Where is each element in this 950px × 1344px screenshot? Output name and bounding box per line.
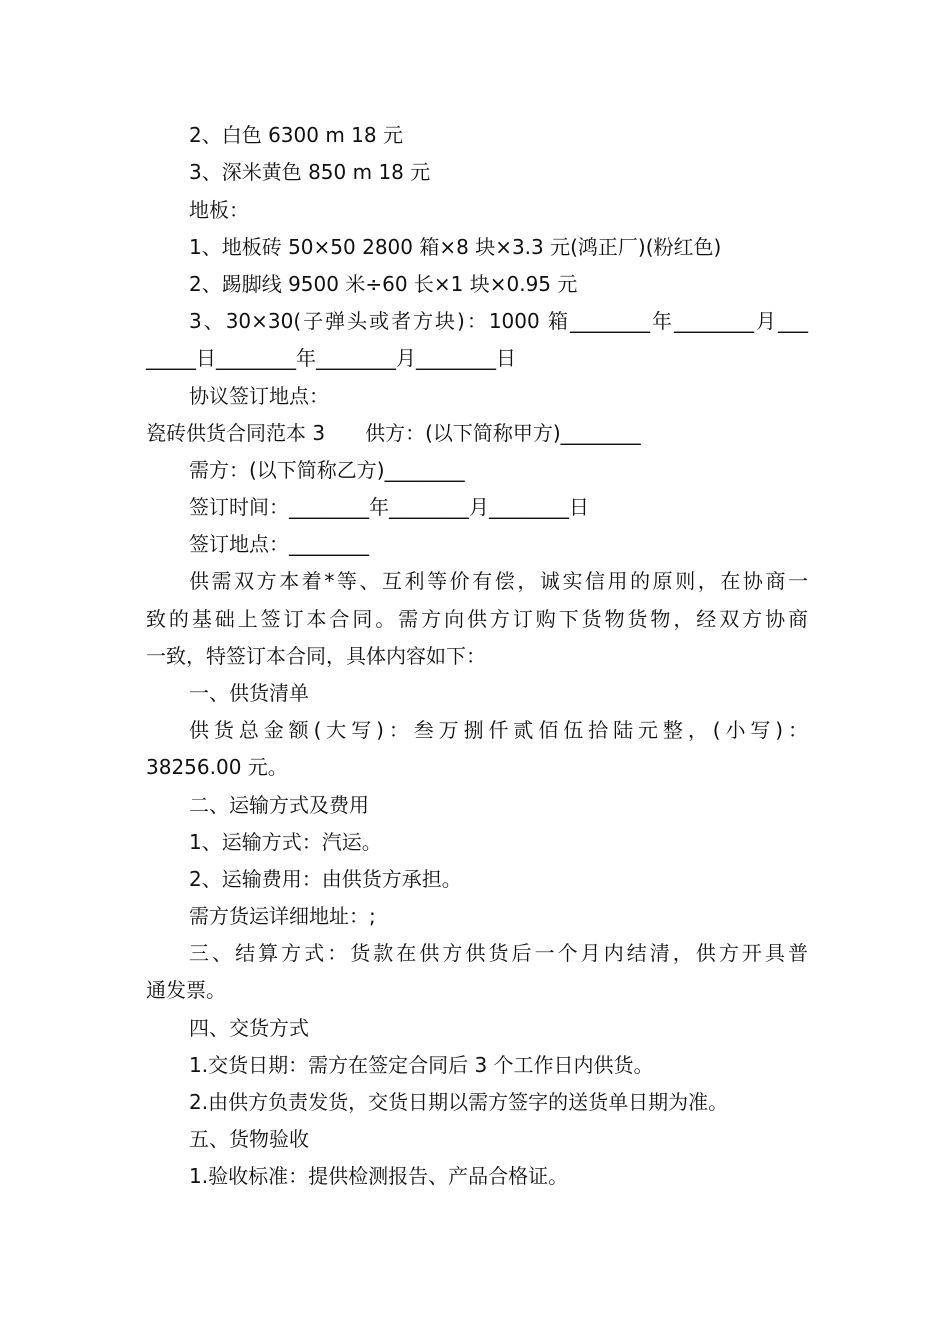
delivery-date: 1.交货日期：需方在签定合同后 3 个工作日内供货。 (189, 1053, 654, 1077)
section-4-heading: 四、交货方式 (189, 1016, 309, 1040)
agreement-place-label: 协议签订地点： (189, 384, 329, 408)
price-item-beige: 3、深米黄色 850 m 18 元 (189, 160, 431, 184)
section-5-heading: 五、货物验收 (189, 1127, 309, 1151)
floor-heading: 地板： (189, 198, 249, 222)
total-amount-figure: 38256.00 元。 (146, 755, 288, 779)
buyer-line: 需方：(以下简称乙方)________ (189, 458, 465, 482)
section-2-heading: 二、运输方式及费用 (189, 793, 369, 817)
section-3-line-1: 三、结算方式：货款在供方供货后一个月内结清，供方开具普 (189, 941, 808, 965)
delivery-responsibility: 2.由供方负责发货，交货日期以需方签字的送货单日期为准。 (189, 1090, 729, 1114)
intro-paragraph-line-1: 供需双方本着*等、互利等价有偿，诚实信用的原则，在协商一 (189, 569, 808, 593)
sign-time-line: 签订时间：________年________月________日 (189, 495, 589, 519)
transport-mode: 1、运输方式：汽运。 (189, 830, 382, 854)
floor-item-skirting: 2、踢脚线 9500 米÷60 长×1 块×0.95 元 (189, 272, 578, 296)
price-item-white: 2、白色 6300 m 18 元 (189, 123, 403, 147)
floor-item-tile: 1、地板砖 50×50 2800 箱×8 块×3.3 元(鸿正厂)(粉红色) (189, 235, 722, 259)
intro-paragraph-line-3: 一致，特签订本合同，具体内容如下： (146, 644, 486, 668)
intro-paragraph-line-2: 致的基础上签订本合同。需方向供方订购下货物货物，经双方协商 (146, 607, 808, 631)
sign-place-line: 签订地点：________ (189, 532, 369, 556)
date-blank-line: _____日________年________月________日 (146, 346, 516, 370)
total-amount-line: 供货总金额(大写)：叁万捌仟贰佰伍拾陆元整，(小写)： (189, 718, 808, 742)
acceptance-standard: 1.验收标准：提供检测报告、产品合格证。 (189, 1164, 569, 1188)
contract-title-supplier: 瓷砖供货合同范本 3 供方：(以下简称甲方)________ (146, 421, 641, 445)
delivery-address: 需方货运详细地址：; (189, 904, 376, 928)
section-3-line-2: 通发票。 (146, 978, 226, 1002)
transport-cost: 2、运输费用：由供货方承担。 (189, 867, 462, 891)
section-1-heading: 一、供货清单 (189, 681, 309, 705)
floor-item-30x30: 3、30×30(子弹头或者方块)：1000 箱________年________月___ (189, 309, 808, 333)
